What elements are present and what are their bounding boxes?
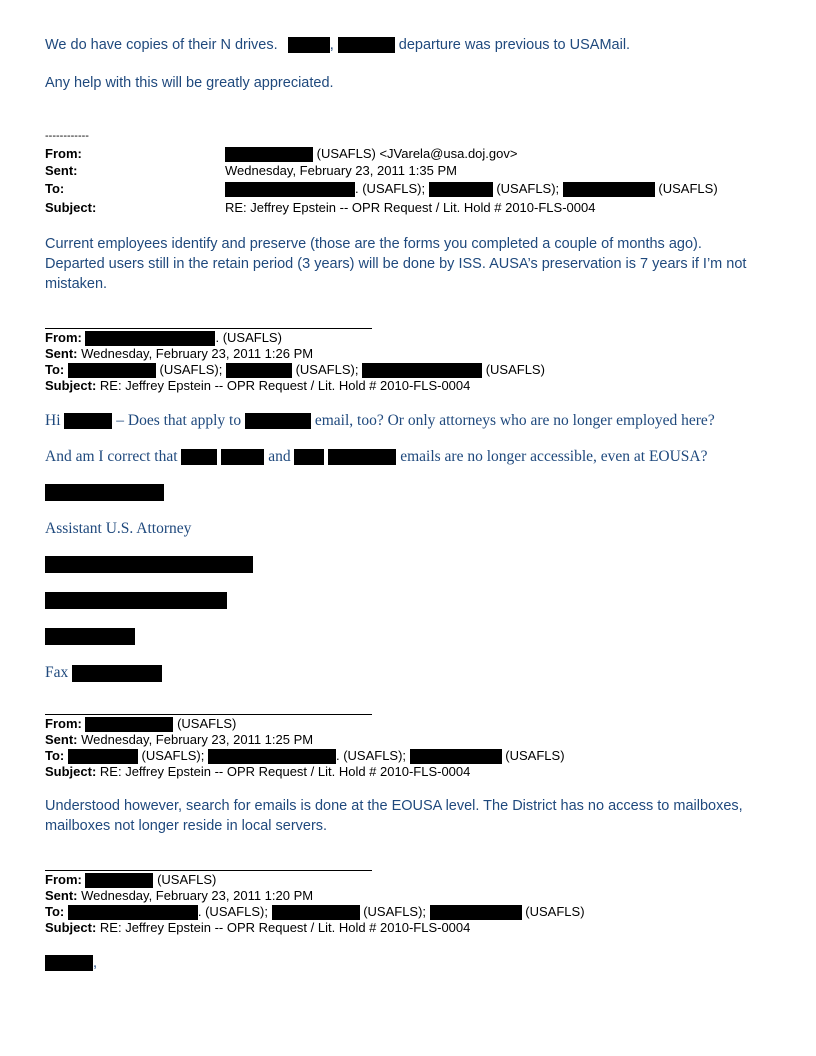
top-line-1: We do have copies of their N drives. , departure was previous to USAMail. bbox=[45, 37, 631, 53]
email3-subject: Subject: RE: Jeffrey Epstein -- OPR Request / Lit. Hold # 2010-FLS-0004 bbox=[45, 764, 471, 779]
sent-value: Wednesday, February 23, 2011 1:35 PM bbox=[225, 163, 457, 178]
email4-salutation: , bbox=[45, 955, 97, 971]
divider bbox=[45, 328, 372, 329]
redaction bbox=[45, 556, 253, 573]
redaction bbox=[85, 873, 153, 888]
divider bbox=[45, 870, 372, 871]
redaction bbox=[362, 363, 482, 378]
redaction bbox=[72, 665, 162, 682]
redaction bbox=[45, 592, 227, 609]
email2-from: From: . (USAFLS) bbox=[45, 330, 282, 345]
email3-from: From: (USAFLS) bbox=[45, 716, 237, 731]
signature-address-redaction bbox=[45, 556, 253, 574]
redaction bbox=[225, 147, 313, 162]
redaction bbox=[226, 363, 292, 378]
separator: ------------ bbox=[45, 130, 89, 142]
redaction bbox=[45, 628, 135, 645]
redaction bbox=[429, 182, 493, 197]
redaction bbox=[245, 413, 311, 429]
redaction bbox=[328, 449, 396, 465]
email2-question-2: And am I correct that and emails are no longer accessible, even at EOUSA? bbox=[45, 448, 708, 465]
redaction bbox=[181, 449, 217, 465]
redaction bbox=[221, 449, 264, 465]
top-line-2: Any help with this will be greatly appreciated. bbox=[45, 75, 334, 91]
redaction bbox=[410, 749, 502, 764]
signature-name-redaction bbox=[45, 484, 164, 502]
email2-to: To: (USAFLS); (USAFLS); (USAFLS) bbox=[45, 362, 545, 377]
email3-sent: Sent: Wednesday, February 23, 2011 1:25 PM bbox=[45, 732, 314, 747]
redaction bbox=[338, 37, 395, 53]
redaction bbox=[294, 449, 324, 465]
redaction bbox=[68, 749, 138, 764]
email3-body-line-2: mailboxes not longer reside in local servers. bbox=[45, 818, 328, 834]
email4-sent: Sent: Wednesday, February 23, 2011 1:20 PM bbox=[45, 888, 314, 903]
email3-body-line-1: Understood however, search for emails is done at the EOUSA level. The District has no access to mailboxes, bbox=[45, 798, 743, 814]
signature-fax: Fax bbox=[45, 664, 162, 682]
email2-subject: Subject: RE: Jeffrey Epstein -- OPR Request / Lit. Hold # 2010-FLS-0004 bbox=[45, 378, 471, 393]
redaction bbox=[225, 182, 355, 197]
redaction bbox=[64, 413, 112, 429]
redaction bbox=[68, 905, 198, 920]
redaction bbox=[45, 955, 93, 971]
email1-body-line-3: mistaken. bbox=[45, 276, 108, 292]
redaction bbox=[288, 37, 330, 53]
email4-subject: Subject: RE: Jeffrey Epstein -- OPR Request / Lit. Hold # 2010-FLS-0004 bbox=[45, 920, 471, 935]
email3-to: To: (USAFLS); . (USAFLS); (USAFLS) bbox=[45, 748, 565, 763]
email1-body-line-2: Departed users still in the retain period (3 years) will be done by ISS. AUSA’s preservation is 7 years if I’m not bbox=[45, 256, 747, 272]
subject-value: RE: Jeffrey Epstein -- OPR Request / Lit. Hold # 2010-FLS-0004 bbox=[225, 200, 596, 215]
email4-to: To: . (USAFLS); (USAFLS); (USAFLS) bbox=[45, 904, 585, 919]
email2-sent: Sent: Wednesday, February 23, 2011 1:26 PM bbox=[45, 346, 314, 361]
redaction bbox=[208, 749, 336, 764]
redaction bbox=[85, 717, 173, 732]
from-value: (USAFLS) <JVarela@usa.doj.gov> bbox=[225, 146, 517, 162]
to-label: To: bbox=[45, 181, 65, 196]
redaction bbox=[68, 363, 156, 378]
redaction bbox=[563, 182, 655, 197]
redaction bbox=[272, 905, 360, 920]
divider bbox=[45, 714, 372, 715]
signature-city-redaction bbox=[45, 592, 227, 610]
sent-label: Sent: bbox=[45, 163, 78, 178]
redaction bbox=[45, 484, 164, 501]
email2-question-1: Hi – Does that apply to email, too? Or only attorneys who are no longer employed here? bbox=[45, 412, 715, 429]
subject-label: Subject: bbox=[45, 200, 97, 215]
email1-body-line-1: Current employees identify and preserve (those are the forms you completed a couple of months ago). bbox=[45, 236, 702, 252]
signature-title: Assistant U.S. Attorney bbox=[45, 520, 192, 537]
redaction bbox=[430, 905, 522, 920]
signature-phone-redaction bbox=[45, 628, 135, 646]
from-label: From: bbox=[45, 146, 82, 161]
to-value: . (USAFLS); (USAFLS); (USAFLS) bbox=[225, 181, 718, 197]
redaction bbox=[85, 331, 215, 346]
email4-from: From: (USAFLS) bbox=[45, 872, 217, 887]
